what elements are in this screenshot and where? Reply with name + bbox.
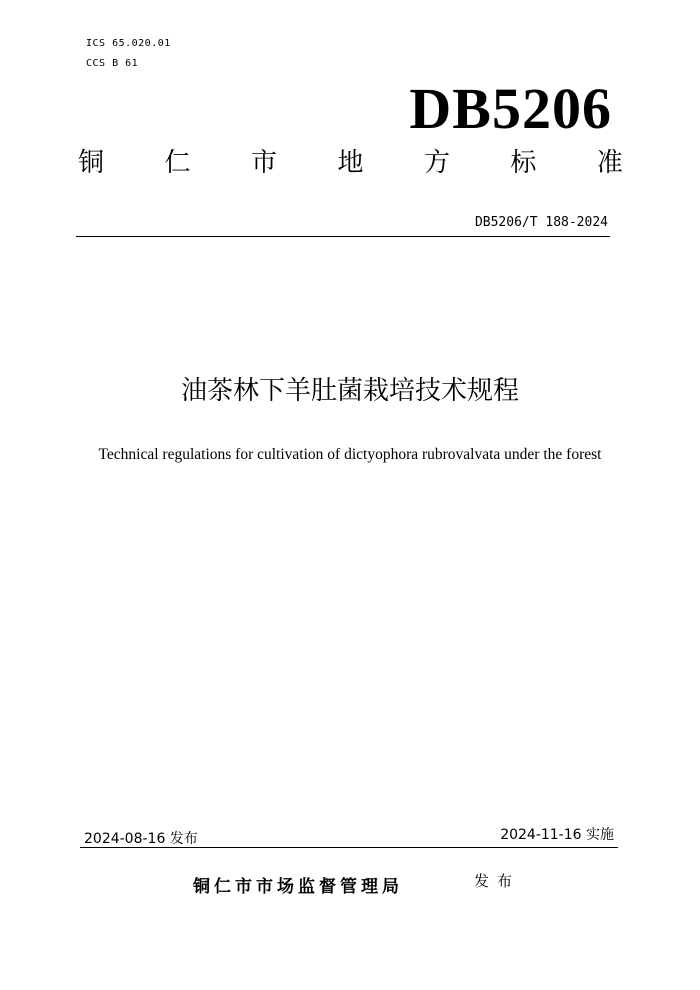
issue-label: 发布 [474,872,521,890]
standard-type-char: 标 [510,148,537,178]
implementation-date: 2024-11-16 实施 [500,827,614,843]
standard-type-char: 准 [596,148,623,178]
standard-type-char: 市 [250,148,277,178]
standard-type-char: 仁 [164,148,191,178]
title-english: Technical regulations for cultivation of dictyophora rubrovalvata under the forest [98,446,602,463]
issue-date: 2024-08-16 发布 [84,831,198,847]
ccs-code: CCS B 61 [86,58,139,69]
standard-number: DB5206/T 188-2024 [474,215,608,230]
header-divider [76,236,610,237]
standard-type [78,150,623,176]
ics-code: ICS 65.020.01 [86,38,171,49]
standard-type-char: 地 [337,148,364,178]
standard-type-char: 方 [423,148,450,178]
standard-code-logo: DB5206 [409,76,612,141]
issuing-authority: 铜仁市市场监督管理局 [193,877,403,897]
title-chinese: 油茶林下羊肚菌栽培技术规程 [180,376,519,406]
footer-divider [80,847,618,848]
standard-type-char: 铜 [78,148,105,178]
